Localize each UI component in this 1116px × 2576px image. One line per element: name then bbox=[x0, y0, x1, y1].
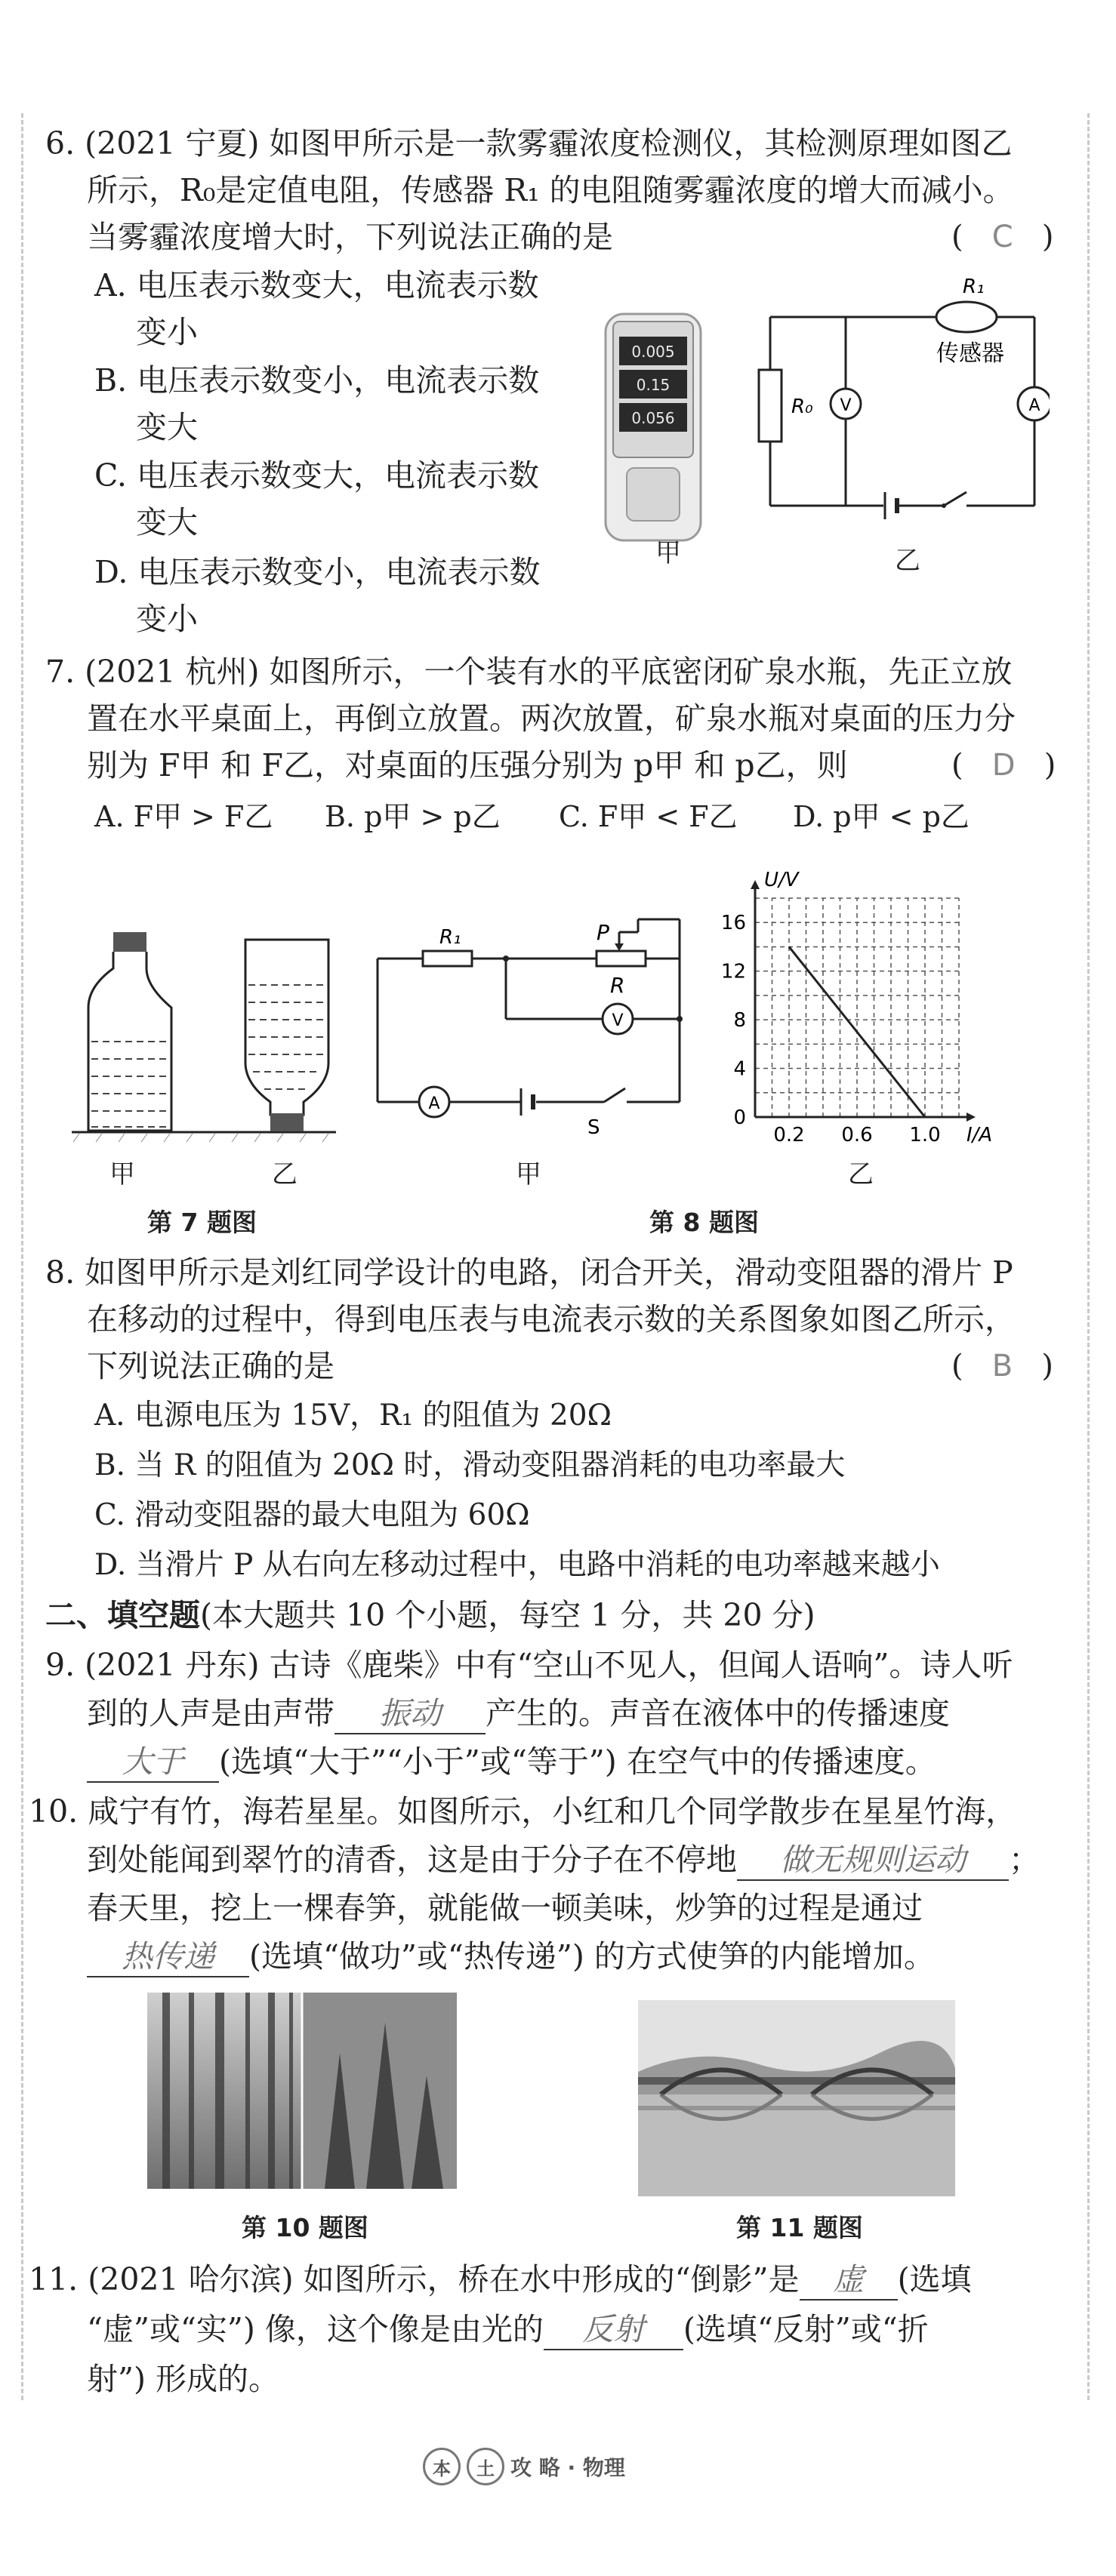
q8-option-d: D. 当滑片 P 从右向左移动过程中，电路中消耗的电功率越来越小 bbox=[94, 1548, 940, 1582]
q9-blank-1: 振动 bbox=[334, 1694, 486, 1734]
bamboo-stalk bbox=[289, 1993, 293, 2189]
q6-label-r1: R₁ bbox=[963, 275, 985, 298]
rheostat-r bbox=[597, 951, 646, 966]
x-axis-label: I/A bbox=[966, 1124, 993, 1146]
q7-stem-line2: 置在水平桌面上，再倒立放置。两次放置，矿泉水瓶对桌面的压力分 bbox=[87, 700, 1016, 737]
q8-label-s: S bbox=[587, 1116, 600, 1139]
hatch bbox=[300, 1134, 306, 1142]
q7-option-d: D. p甲 < p乙 bbox=[793, 800, 970, 833]
bridge-photo-art bbox=[638, 2000, 955, 2196]
junction bbox=[677, 1016, 683, 1022]
q11-line2-a: “虚”或“实”) 像，这个像是由光的 bbox=[87, 2311, 544, 2347]
q6-stem-line2-a: 所示， bbox=[87, 172, 180, 208]
q8-label-p: P bbox=[597, 920, 609, 945]
footer-badge-2: 土 bbox=[467, 2448, 504, 2485]
switch-pivot bbox=[942, 503, 946, 508]
q8-label-a: A bbox=[428, 1094, 440, 1113]
q7-fig-yi-label: 乙 bbox=[272, 1159, 297, 1190]
bamboo-stalk bbox=[245, 1993, 250, 2189]
bamboo-stalk bbox=[189, 1993, 194, 2189]
q8-switch-blade bbox=[604, 1088, 625, 1102]
q6-stem-line3: 当雾霾浓度增大时，下列说法正确的是 bbox=[87, 219, 613, 255]
q6-circuit-diagram bbox=[748, 272, 1050, 528]
q10-stem-line4 bbox=[87, 1934, 935, 1979]
q6-label-r0: R₀ bbox=[791, 395, 813, 418]
y-axis-arrow bbox=[751, 880, 760, 889]
q10-stem-line1: 10. 咸宁有竹，海若星星。如图所示，小红和几个同学散步在星星竹海， bbox=[29, 1793, 1017, 1830]
q8-caption: 第 8 题图 bbox=[649, 1208, 759, 1237]
q11-stem-line2 bbox=[87, 2307, 929, 2352]
q6-option-a-line2: 变小 bbox=[136, 314, 198, 350]
bottle-cap-inverted bbox=[270, 1113, 304, 1131]
q8-fig-jia-label: 甲 bbox=[516, 1159, 541, 1190]
q9-stem-line2 bbox=[87, 1691, 950, 1736]
hatch bbox=[209, 1134, 215, 1142]
q6-option-b-line1: B. 电压表示数变小，电流表示数 bbox=[94, 362, 540, 399]
q10-line2-b: ； bbox=[1009, 1842, 1040, 1878]
q9-line2-b: 产生的。声音在液体中的传播速度 bbox=[486, 1695, 950, 1731]
q6-fig-jia-label: 甲 bbox=[655, 538, 681, 568]
q6-answer-value: C bbox=[991, 220, 1013, 254]
q7-caption: 第 7 题图 bbox=[147, 1208, 257, 1237]
x-tick-label: 0.2 bbox=[773, 1124, 805, 1146]
page-footer bbox=[423, 2445, 625, 2488]
q8-answer-value: B bbox=[991, 1349, 1013, 1383]
q11-blank-1: 虚 bbox=[800, 2260, 898, 2301]
q10-caption: 第 10 题图 bbox=[242, 2213, 368, 2242]
x-tick-label: 1.0 bbox=[909, 1124, 941, 1146]
deck-reflection bbox=[638, 2106, 955, 2110]
q6-option-b-line2: 变大 bbox=[136, 409, 198, 445]
q11-stem-line3: 射”) 形成的。 bbox=[87, 2361, 279, 2397]
junction bbox=[503, 956, 509, 962]
q10-stem-line3: 春天里，挖上一棵春笋，就能做一顿美味，炒笋的过程是通过 bbox=[87, 1890, 923, 1926]
q8-stem-line2: 在移动的过程中，得到电压表与电流表示数的关系图象如图乙所示， bbox=[87, 1301, 1016, 1337]
switch-blade bbox=[944, 492, 966, 506]
q11-line1-a: 11. (2021 哈尔滨) 如图所示，桥在水中形成的“倒影”是 bbox=[29, 2261, 800, 2297]
q8-ui-chart bbox=[710, 868, 997, 1155]
q8-answer: ( B ) bbox=[951, 1349, 1053, 1383]
q10-line4-b: (选填“做功”或“热传递”) 的方式使笋的内能增加。 bbox=[249, 1938, 935, 1974]
q6-label-a: A bbox=[1028, 396, 1040, 415]
q6-answer: ( C ) bbox=[951, 220, 1054, 254]
q6-option-c-line2: 变大 bbox=[136, 504, 198, 540]
left-margin-line bbox=[21, 113, 23, 2400]
q8-option-c: C. 滑动变阻器的最大电阻为 60Ω bbox=[94, 1498, 530, 1532]
q8-stem-line1: 8. 如图甲所示是刘红同学设计的电路，闭合开关，滑动变阻器的滑片 P bbox=[45, 1254, 1013, 1291]
q9-stem-line3 bbox=[87, 1739, 936, 1784]
hatch bbox=[232, 1134, 238, 1142]
sensor-r1-resistor bbox=[936, 302, 997, 332]
hatch bbox=[73, 1134, 79, 1142]
r1-resistor bbox=[423, 951, 472, 966]
q6-option-d-line1: D. 电压表示数变小，电流表示数 bbox=[94, 554, 541, 590]
q10-line2-a: 到处能闻到翠竹的清香，这是由于分子在不停地 bbox=[87, 1842, 737, 1878]
section-2-title: 二、填空题 bbox=[45, 1597, 200, 1633]
bamboo-photo-art bbox=[147, 1993, 457, 2189]
q6-option-a-line1: A. 电压表示数变大，电流表示数 bbox=[94, 267, 539, 303]
y-tick-label: 4 bbox=[733, 1057, 746, 1081]
q7-stem-line3: 别为 F甲 和 F乙，对桌面的压强分别为 p甲 和 p乙，则 bbox=[87, 747, 848, 783]
hatch bbox=[119, 1134, 125, 1142]
q8-label-r: R bbox=[610, 973, 625, 998]
bamboo-photo bbox=[147, 1993, 457, 2189]
y-tick-label: 8 bbox=[733, 1009, 746, 1033]
q11-stem-line1 bbox=[29, 2257, 972, 2302]
q6-label-sensor: 传感器 bbox=[936, 340, 1004, 367]
q7-option-c: C. F甲 < F乙 bbox=[559, 800, 738, 833]
q6-stem-line1: 6. (2021 宁夏) 如图甲所示是一款雾霾浓度检测仪，其检测原理如图乙 bbox=[45, 125, 1013, 162]
q8-option-a: A. 电源电压为 15V，R₁ 的阻值为 20Ω bbox=[94, 1399, 612, 1433]
y-tick-label: 12 bbox=[720, 960, 746, 983]
hatch bbox=[277, 1134, 283, 1142]
q6-fig-yi-label: 乙 bbox=[895, 546, 920, 576]
section-2-heading bbox=[45, 1593, 815, 1638]
bamboo-stalk bbox=[215, 1993, 224, 2189]
hatch bbox=[96, 1134, 102, 1142]
q8-label-r1: R₁ bbox=[439, 926, 461, 949]
q6-stem-line2-b: R₀是定值电阻，传感器 R₁ 的电阻随雾霾浓度的增大而减小。 bbox=[180, 172, 1014, 208]
q9-blank-2: 大于 bbox=[87, 1742, 219, 1783]
q8-chart-sublabel: 乙 bbox=[848, 1159, 874, 1190]
section-2-note: (本大题共 10 个小题，每空 1 分，共 20 分) bbox=[200, 1597, 815, 1633]
q11-line2-b: (选填“反射”或“折 bbox=[683, 2311, 929, 2347]
bottle-cap-upright bbox=[113, 932, 146, 952]
detector-reading-1: 0.005 bbox=[631, 343, 675, 361]
hatch bbox=[164, 1134, 170, 1142]
q6-detector-figure bbox=[597, 309, 710, 559]
q7-answer-value: D bbox=[991, 748, 1016, 783]
q6-option-c-line1: C. 电压表示数变大，电流表示数 bbox=[94, 457, 539, 494]
q9-line2-a: 到的人声是由声带 bbox=[87, 1695, 334, 1731]
bamboo-stalk bbox=[162, 1993, 170, 2189]
hatch bbox=[141, 1134, 147, 1142]
q11-caption: 第 11 题图 bbox=[736, 2213, 863, 2242]
q8-label-v: V bbox=[612, 1011, 624, 1030]
right-margin-line bbox=[1087, 113, 1090, 2400]
detector-grip bbox=[627, 468, 680, 521]
q7-answer: ( D ) bbox=[951, 748, 1056, 783]
bridge-photo bbox=[638, 2000, 955, 2196]
q6-option-d-line2: 变小 bbox=[136, 601, 198, 637]
detector-reading-2: 0.15 bbox=[636, 376, 671, 394]
footer-title: 攻 略 · 物理 bbox=[510, 2455, 625, 2480]
q11-line1-b: (选填 bbox=[897, 2261, 972, 2297]
q11-blank-2: 反射 bbox=[544, 2310, 683, 2350]
bamboo-stalk bbox=[268, 1993, 275, 2189]
detector-reading-3: 0.056 bbox=[631, 409, 675, 427]
q9-stem-line1: 9. (2021 丹东) 古诗《鹿柴》中有“空山不见人，但闻人语响”。诗人听 bbox=[45, 1647, 1013, 1683]
q8-stem-line3: 下列说法正确的是 bbox=[87, 1348, 334, 1384]
y-tick-label: 0 bbox=[733, 1106, 746, 1129]
q10-blank-1: 做无规则运动 bbox=[737, 1840, 1009, 1881]
q7-bottles-figure bbox=[72, 925, 344, 1143]
q8-circuit-diagram bbox=[370, 913, 695, 1140]
q7-option-b: B. p甲 > p乙 bbox=[325, 800, 501, 833]
q9-line3-b: (选填“大于”“小于”或“等于”) 在空气中的传播速度。 bbox=[219, 1743, 936, 1780]
hatch bbox=[187, 1134, 193, 1142]
q6-label-v: V bbox=[840, 396, 852, 415]
footer-badge-1: 本 bbox=[423, 2448, 461, 2485]
q10-blank-2: 热传递 bbox=[87, 1937, 249, 1977]
q7-stem-line1: 7. (2021 杭州) 如图所示，一个装有水的平底密闭矿泉水瓶，先正立放 bbox=[45, 654, 1013, 690]
x-axis-arrow bbox=[966, 1113, 976, 1122]
y-axis-label: U/V bbox=[764, 869, 799, 891]
q7-option-a: A. F甲 > F乙 bbox=[94, 800, 273, 833]
q6-stem-line2 bbox=[87, 168, 1014, 213]
q8-option-b: B. 当 R 的阻值为 20Ω 时，滑动变阻器消耗的电功率最大 bbox=[94, 1448, 846, 1482]
q10-stem-line2 bbox=[87, 1837, 1040, 1882]
y-tick-label: 16 bbox=[720, 912, 746, 935]
q7-fig-jia-label: 甲 bbox=[109, 1159, 135, 1190]
r0-resistor bbox=[759, 370, 782, 442]
hatch bbox=[322, 1134, 328, 1142]
x-tick-label: 0.6 bbox=[841, 1124, 873, 1146]
hatch bbox=[254, 1134, 261, 1142]
